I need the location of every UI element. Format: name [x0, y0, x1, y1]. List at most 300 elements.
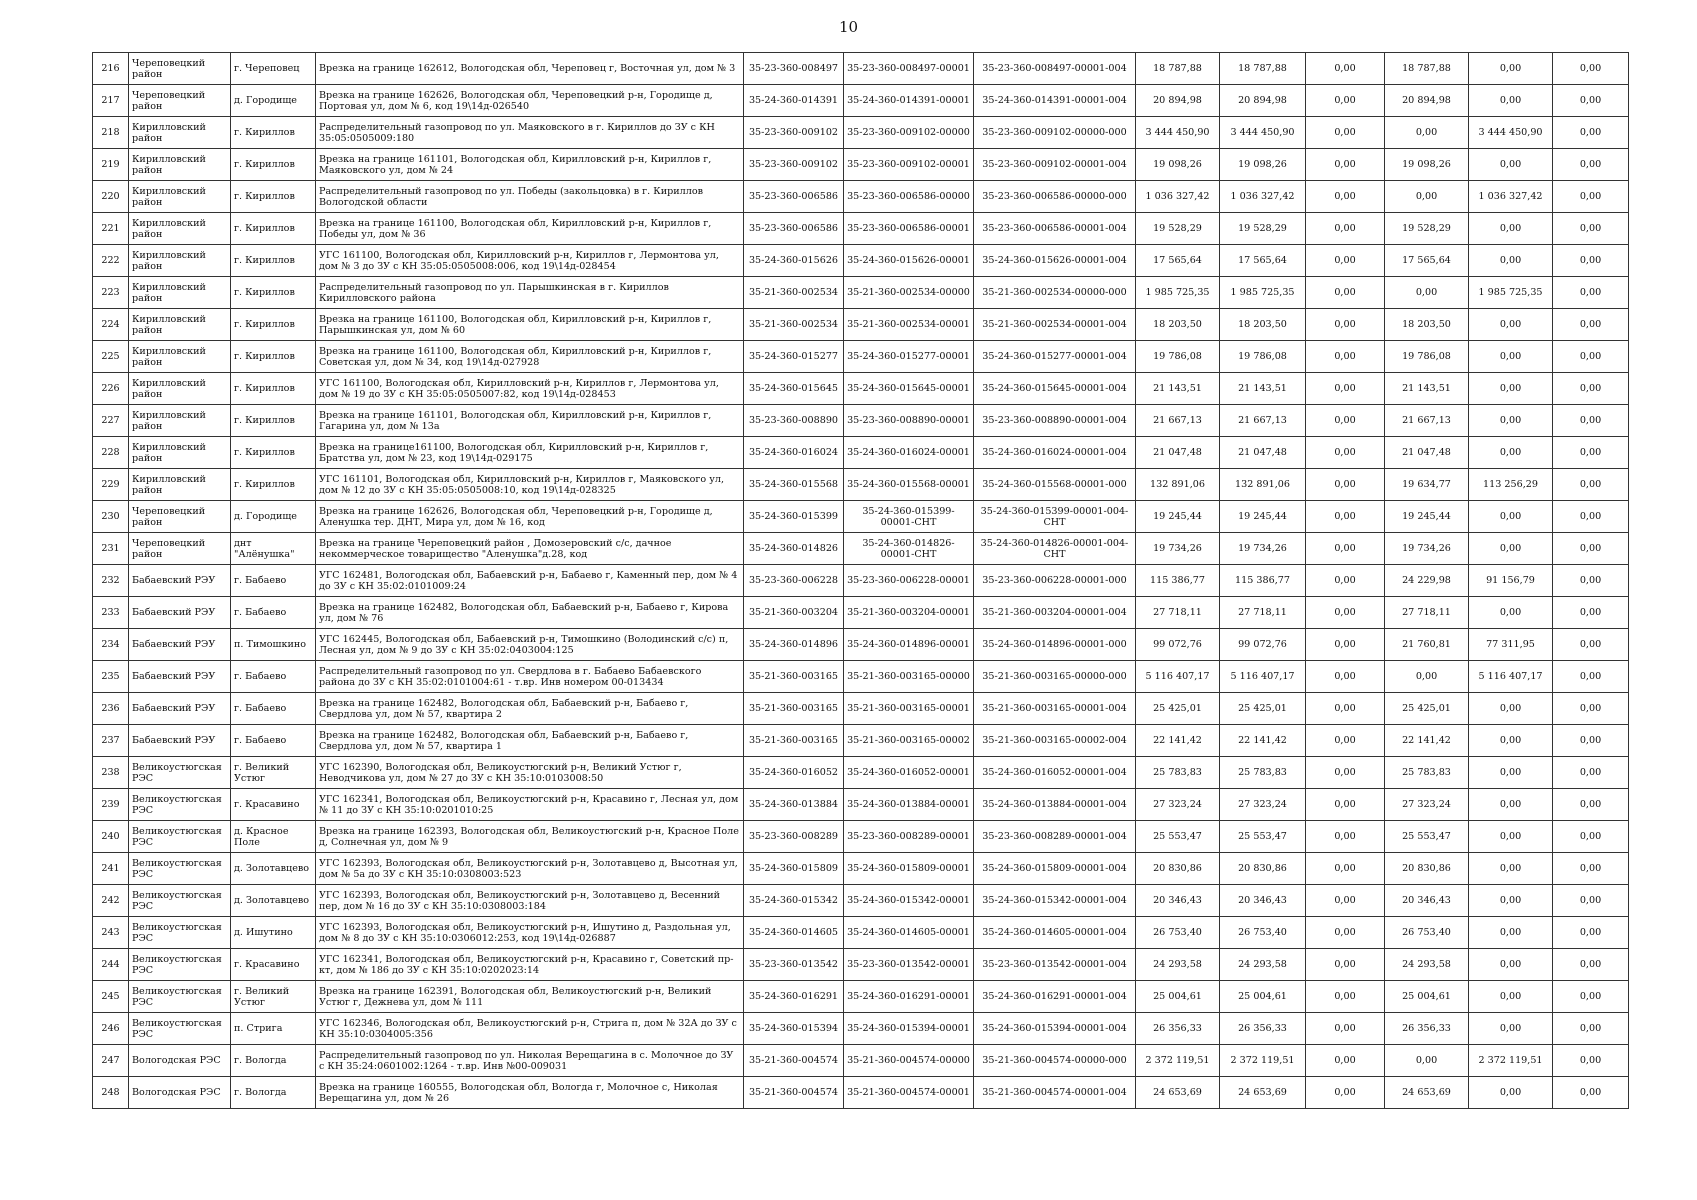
district-cell: Великоустюгская РЭС	[129, 981, 231, 1013]
district-cell: Великоустюгская РЭС	[129, 757, 231, 789]
amount-col-5-cell: 3 444 450,90	[1469, 117, 1553, 149]
object-code-cell: 35-23-360-009102	[744, 149, 844, 181]
amount-col-6-cell: 0,00	[1553, 373, 1629, 405]
district-cell: Кирилловский район	[129, 309, 231, 341]
table-row	[93, 693, 1629, 725]
amount-col-5-cell: 1 985 725,35	[1469, 277, 1553, 309]
amount-col-3-cell: 0,00	[1306, 533, 1385, 565]
amount-col-6-cell: 0,00	[1553, 405, 1629, 437]
object-code-cell: 35-23-360-006586	[744, 213, 844, 245]
amount-col-3-cell: 0,00	[1306, 1045, 1385, 1077]
amount-col-3-cell: 0,00	[1306, 597, 1385, 629]
district-cell: Вологодская РЭС	[129, 1045, 231, 1077]
table-row	[93, 309, 1629, 341]
element-code-cell: 35-24-360-013884-00001-004	[974, 789, 1136, 821]
amount-total-cell: 20 894,98	[1136, 85, 1220, 117]
amount-col-2-cell: 19 734,26	[1220, 533, 1306, 565]
locality-cell: д. Красное Поле	[231, 821, 316, 853]
amount-col-3-cell: 0,00	[1306, 373, 1385, 405]
amount-col-6-cell: 0,00	[1553, 213, 1629, 245]
sub-object-code-cell: 35-24-360-014605-00001	[844, 917, 974, 949]
amount-col-6-cell: 0,00	[1553, 917, 1629, 949]
object-code-cell: 35-24-360-015645	[744, 373, 844, 405]
amount-col-4-cell: 22 141,42	[1385, 725, 1469, 757]
amount-col-6-cell: 0,00	[1553, 693, 1629, 725]
amount-col-2-cell: 1 036 327,42	[1220, 181, 1306, 213]
table-row	[93, 341, 1629, 373]
district-cell: Кирилловский район	[129, 245, 231, 277]
amount-total-cell: 22 141,42	[1136, 725, 1220, 757]
row-number-cell: 230	[93, 501, 129, 533]
table-row	[93, 53, 1629, 85]
element-code-cell: 35-23-360-009102-00001-004	[974, 149, 1136, 181]
amount-col-6-cell: 0,00	[1553, 309, 1629, 341]
amount-total-cell: 25 783,83	[1136, 757, 1220, 789]
sub-object-code-cell: 35-23-360-009102-00000	[844, 117, 974, 149]
table-row	[93, 885, 1629, 917]
amount-total-cell: 132 891,06	[1136, 469, 1220, 501]
element-code-cell: 35-23-360-013542-00001-004	[974, 949, 1136, 981]
amount-col-4-cell: 19 634,77	[1385, 469, 1469, 501]
locality-cell: д. Городище	[231, 85, 316, 117]
district-cell: Бабаевский РЭУ	[129, 661, 231, 693]
object-code-cell: 35-24-360-015394	[744, 1013, 844, 1045]
amount-col-6-cell: 0,00	[1553, 469, 1629, 501]
amount-col-6-cell: 0,00	[1553, 277, 1629, 309]
amount-total-cell: 18 787,88	[1136, 53, 1220, 85]
amount-col-4-cell: 25 553,47	[1385, 821, 1469, 853]
amount-col-4-cell: 26 753,40	[1385, 917, 1469, 949]
object-description-cell: Врезка на границе161100, Вологодская обл, Кирилловский р-н, Кириллов г, Братства ул, дом № 23, код 19\14д-029175	[316, 437, 744, 469]
locality-cell: п. Стрига	[231, 1013, 316, 1045]
object-code-cell: 35-24-360-016291	[744, 981, 844, 1013]
object-description-cell: Врезка на границе 161100, Вологодская обл, Кирилловский р-н, Кириллов г, Советская ул, дом № 34, код 19\14д-027928	[316, 341, 744, 373]
amount-total-cell: 19 098,26	[1136, 149, 1220, 181]
object-code-cell: 35-23-360-006228	[744, 565, 844, 597]
element-code-cell: 35-24-360-015645-00001-004	[974, 373, 1136, 405]
district-cell: Череповецкий район	[129, 501, 231, 533]
amount-col-6-cell: 0,00	[1553, 533, 1629, 565]
object-description-cell: Врезка на границе 161100, Вологодская обл, Кирилловский р-н, Кириллов г, Победы ул, дом № 36	[316, 213, 744, 245]
amount-col-3-cell: 0,00	[1306, 437, 1385, 469]
amount-col-6-cell: 0,00	[1553, 1013, 1629, 1045]
locality-cell: д. Городище	[231, 501, 316, 533]
element-code-cell: 35-21-360-004574-00000-000	[974, 1045, 1136, 1077]
amount-col-2-cell: 132 891,06	[1220, 469, 1306, 501]
locality-cell: г. Бабаево	[231, 565, 316, 597]
row-number-cell: 242	[93, 885, 129, 917]
locality-cell: г. Кириллов	[231, 277, 316, 309]
object-code-cell: 35-24-360-015399	[744, 501, 844, 533]
amount-col-4-cell: 25 783,83	[1385, 757, 1469, 789]
amount-col-4-cell: 27 718,11	[1385, 597, 1469, 629]
sub-object-code-cell: 35-21-360-002534-00000	[844, 277, 974, 309]
amount-col-4-cell: 19 734,26	[1385, 533, 1469, 565]
object-description-cell: Врезка на границе 162391, Вологодская обл, Великоустюгский р-н, Великий Устюг г, Дежнева ул, дом № 111	[316, 981, 744, 1013]
amount-col-2-cell: 26 753,40	[1220, 917, 1306, 949]
row-number-cell: 225	[93, 341, 129, 373]
element-code-cell: 35-23-360-008890-00001-004	[974, 405, 1136, 437]
amount-col-4-cell: 25 004,61	[1385, 981, 1469, 1013]
amount-col-4-cell: 21 667,13	[1385, 405, 1469, 437]
object-description-cell: Врезка на границе 161101, Вологодская обл, Кирилловский р-н, Кириллов г, Гагарина ул, дом № 13а	[316, 405, 744, 437]
locality-cell: г. Череповец	[231, 53, 316, 85]
row-number-cell: 231	[93, 533, 129, 565]
amount-col-4-cell: 0,00	[1385, 181, 1469, 213]
row-number-cell: 219	[93, 149, 129, 181]
amount-col-3-cell: 0,00	[1306, 949, 1385, 981]
object-code-cell: 35-24-360-014826	[744, 533, 844, 565]
amount-col-2-cell: 17 565,64	[1220, 245, 1306, 277]
amount-col-3-cell: 0,00	[1306, 341, 1385, 373]
table-row	[93, 661, 1629, 693]
object-code-cell: 35-24-360-015809	[744, 853, 844, 885]
amount-col-4-cell: 21 760,81	[1385, 629, 1469, 661]
table-row	[93, 757, 1629, 789]
amount-col-6-cell: 0,00	[1553, 661, 1629, 693]
amount-col-3-cell: 0,00	[1306, 213, 1385, 245]
amount-col-4-cell: 24 293,58	[1385, 949, 1469, 981]
locality-cell: г. Бабаево	[231, 597, 316, 629]
amount-col-2-cell: 2 372 119,51	[1220, 1045, 1306, 1077]
amount-col-5-cell: 5 116 407,17	[1469, 661, 1553, 693]
object-code-cell: 35-21-360-002534	[744, 277, 844, 309]
locality-cell: г. Кириллов	[231, 437, 316, 469]
amount-col-5-cell: 0,00	[1469, 85, 1553, 117]
object-description-cell: Врезка на границе 162482, Вологодская обл, Бабаевский р-н, Бабаево г, Кирова ул, дом № 76	[316, 597, 744, 629]
district-cell: Великоустюгская РЭС	[129, 949, 231, 981]
sub-object-code-cell: 35-24-360-015645-00001	[844, 373, 974, 405]
object-description-cell: Врезка на границе 160555, Вологодская обл, Вологда г, Молочное с, Николая Верещагина ул, дом № 26	[316, 1077, 744, 1109]
table-row	[93, 437, 1629, 469]
locality-cell: г. Великий Устюг	[231, 981, 316, 1013]
amount-col-6-cell: 0,00	[1553, 565, 1629, 597]
table-row	[93, 533, 1629, 565]
element-code-cell: 35-24-360-015626-00001-004	[974, 245, 1136, 277]
amount-col-2-cell: 20 830,86	[1220, 853, 1306, 885]
sub-object-code-cell: 35-23-360-009102-00001	[844, 149, 974, 181]
district-cell: Кирилловский район	[129, 437, 231, 469]
amount-col-2-cell: 19 098,26	[1220, 149, 1306, 181]
amount-col-4-cell: 21 047,48	[1385, 437, 1469, 469]
table-row	[93, 469, 1629, 501]
sub-object-code-cell: 35-24-360-015277-00001	[844, 341, 974, 373]
element-code-cell: 35-21-360-003165-00001-004	[974, 693, 1136, 725]
amount-col-6-cell: 0,00	[1553, 789, 1629, 821]
amount-col-3-cell: 0,00	[1306, 149, 1385, 181]
amount-col-6-cell: 0,00	[1553, 1045, 1629, 1077]
object-description-cell: Врезка на границе Череповецкий район , Домозеровский с/с, дачное некоммерческое товарищество "Аленушка"д.28, код	[316, 533, 744, 565]
amount-total-cell: 1 985 725,35	[1136, 277, 1220, 309]
amount-col-4-cell: 0,00	[1385, 1045, 1469, 1077]
amount-col-3-cell: 0,00	[1306, 117, 1385, 149]
amount-col-2-cell: 25 004,61	[1220, 981, 1306, 1013]
amount-col-6-cell: 0,00	[1553, 149, 1629, 181]
sub-object-code-cell: 35-24-360-014826-00001-СНТ	[844, 533, 974, 565]
amount-col-2-cell: 22 141,42	[1220, 725, 1306, 757]
amount-total-cell: 115 386,77	[1136, 565, 1220, 597]
district-cell: Великоустюгская РЭС	[129, 821, 231, 853]
sub-object-code-cell: 35-24-360-016052-00001	[844, 757, 974, 789]
sub-object-code-cell: 35-23-360-008497-00001	[844, 53, 974, 85]
amount-col-3-cell: 0,00	[1306, 917, 1385, 949]
amount-col-5-cell: 0,00	[1469, 789, 1553, 821]
locality-cell: г. Кириллов	[231, 117, 316, 149]
table-row	[93, 981, 1629, 1013]
table-row	[93, 117, 1629, 149]
amount-total-cell: 17 565,64	[1136, 245, 1220, 277]
amount-col-6-cell: 0,00	[1553, 597, 1629, 629]
district-cell: Великоустюгская РЭС	[129, 1013, 231, 1045]
amount-total-cell: 2 372 119,51	[1136, 1045, 1220, 1077]
amount-total-cell: 26 753,40	[1136, 917, 1220, 949]
amount-col-2-cell: 24 293,58	[1220, 949, 1306, 981]
amount-col-3-cell: 0,00	[1306, 53, 1385, 85]
locality-cell: г. Вологда	[231, 1077, 316, 1109]
amount-col-2-cell: 25 553,47	[1220, 821, 1306, 853]
amount-col-6-cell: 0,00	[1553, 629, 1629, 661]
locality-cell: г. Кириллов	[231, 245, 316, 277]
sub-object-code-cell: 35-23-360-006586-00001	[844, 213, 974, 245]
amount-col-5-cell: 0,00	[1469, 149, 1553, 181]
district-cell: Кирилловский район	[129, 181, 231, 213]
amount-total-cell: 20 346,43	[1136, 885, 1220, 917]
amount-col-6-cell: 0,00	[1553, 341, 1629, 373]
amount-total-cell: 25 004,61	[1136, 981, 1220, 1013]
locality-cell: г. Кириллов	[231, 213, 316, 245]
district-cell: Великоустюгская РЭС	[129, 885, 231, 917]
row-number-cell: 241	[93, 853, 129, 885]
amount-col-5-cell: 0,00	[1469, 949, 1553, 981]
amount-col-6-cell: 0,00	[1553, 437, 1629, 469]
object-description-cell: Врезка на границе 162482, Вологодская обл, Бабаевский р-н, Бабаево г, Свердлова ул, дом № 57, квартира 1	[316, 725, 744, 757]
amount-col-5-cell: 0,00	[1469, 885, 1553, 917]
amount-col-5-cell: 0,00	[1469, 341, 1553, 373]
element-code-cell: 35-21-360-003204-00001-004	[974, 597, 1136, 629]
object-description-cell: УГС 161101, Вологодская обл, Кирилловский р-н, Кириллов г, Маяковского ул, дом № 12 до ЗУ с КН 35:05:0505008:10, код 19\14д-028325	[316, 469, 744, 501]
row-number-cell: 238	[93, 757, 129, 789]
amount-col-2-cell: 19 245,44	[1220, 501, 1306, 533]
sub-object-code-cell: 35-24-360-015568-00001	[844, 469, 974, 501]
amount-col-6-cell: 0,00	[1553, 53, 1629, 85]
sub-object-code-cell: 35-23-360-008890-00001	[844, 405, 974, 437]
amount-col-3-cell: 0,00	[1306, 693, 1385, 725]
element-code-cell: 35-21-360-002534-00001-004	[974, 309, 1136, 341]
amount-col-2-cell: 20 346,43	[1220, 885, 1306, 917]
amount-col-6-cell: 0,00	[1553, 117, 1629, 149]
table-row	[93, 821, 1629, 853]
amount-col-4-cell: 0,00	[1385, 277, 1469, 309]
amount-col-2-cell: 25 425,01	[1220, 693, 1306, 725]
object-description-cell: УГС 162481, Вологодская обл, Бабаевский р-н, Бабаево г, Каменный пер, дом № 4 до ЗУ с КН 35:02:0101009:24	[316, 565, 744, 597]
amount-col-3-cell: 0,00	[1306, 1077, 1385, 1109]
amount-total-cell: 1 036 327,42	[1136, 181, 1220, 213]
object-description-cell: Врезка на границе 162393, Вологодская обл, Великоустюгский р-н, Красное Поле д, Солнечная ул, дом № 9	[316, 821, 744, 853]
amount-col-3-cell: 0,00	[1306, 1013, 1385, 1045]
row-number-cell: 245	[93, 981, 129, 1013]
element-code-cell: 35-24-360-016024-00001-004	[974, 437, 1136, 469]
amount-col-5-cell: 0,00	[1469, 501, 1553, 533]
amount-total-cell: 18 203,50	[1136, 309, 1220, 341]
amount-col-2-cell: 5 116 407,17	[1220, 661, 1306, 693]
object-code-cell: 35-21-360-002534	[744, 309, 844, 341]
amount-col-4-cell: 21 143,51	[1385, 373, 1469, 405]
register-body	[93, 53, 1629, 1109]
amount-total-cell: 19 734,26	[1136, 533, 1220, 565]
object-code-cell: 35-21-360-004574	[744, 1045, 844, 1077]
amount-col-2-cell: 27 323,24	[1220, 789, 1306, 821]
amount-total-cell: 21 667,13	[1136, 405, 1220, 437]
element-code-cell: 35-23-360-008497-00001-004	[974, 53, 1136, 85]
amount-total-cell: 27 718,11	[1136, 597, 1220, 629]
sub-object-code-cell: 35-21-360-003165-00002	[844, 725, 974, 757]
element-code-cell: 35-24-360-015342-00001-004	[974, 885, 1136, 917]
object-code-cell: 35-24-360-015277	[744, 341, 844, 373]
amount-col-6-cell: 0,00	[1553, 85, 1629, 117]
row-number-cell: 223	[93, 277, 129, 309]
amount-col-2-cell: 115 386,77	[1220, 565, 1306, 597]
row-number-cell: 221	[93, 213, 129, 245]
locality-cell: г. Великий Устюг	[231, 757, 316, 789]
element-code-cell: 35-24-360-015568-00001-000	[974, 469, 1136, 501]
table-row	[93, 149, 1629, 181]
sub-object-code-cell: 35-24-360-013884-00001	[844, 789, 974, 821]
amount-col-5-cell: 0,00	[1469, 437, 1553, 469]
amount-col-6-cell: 0,00	[1553, 981, 1629, 1013]
row-number-cell: 220	[93, 181, 129, 213]
amount-total-cell: 21 143,51	[1136, 373, 1220, 405]
amount-col-6-cell: 0,00	[1553, 501, 1629, 533]
amount-col-5-cell: 0,00	[1469, 533, 1553, 565]
register-table	[92, 52, 1629, 1109]
element-code-cell: 35-21-360-004574-00001-004	[974, 1077, 1136, 1109]
amount-total-cell: 3 444 450,90	[1136, 117, 1220, 149]
amount-col-5-cell: 0,00	[1469, 245, 1553, 277]
sub-object-code-cell: 35-24-360-014391-00001	[844, 85, 974, 117]
object-description-cell: Врезка на границе 162626, Вологодская обл, Череповецкий р-н, Городище д, Аленушка тер. ДНТ, Мира ул, дом № 16, код	[316, 501, 744, 533]
amount-col-4-cell: 18 787,88	[1385, 53, 1469, 85]
amount-col-3-cell: 0,00	[1306, 821, 1385, 853]
amount-col-5-cell: 0,00	[1469, 853, 1553, 885]
element-code-cell: 35-23-360-006228-00001-000	[974, 565, 1136, 597]
amount-col-4-cell: 20 894,98	[1385, 85, 1469, 117]
table-row	[93, 277, 1629, 309]
locality-cell: г. Бабаево	[231, 661, 316, 693]
locality-cell: г. Кириллов	[231, 149, 316, 181]
district-cell: Бабаевский РЭУ	[129, 597, 231, 629]
amount-col-4-cell: 19 098,26	[1385, 149, 1469, 181]
element-code-cell: 35-24-360-015277-00001-004	[974, 341, 1136, 373]
sub-object-code-cell: 35-21-360-003204-00001	[844, 597, 974, 629]
amount-col-5-cell: 0,00	[1469, 309, 1553, 341]
row-number-cell: 239	[93, 789, 129, 821]
amount-col-2-cell: 24 653,69	[1220, 1077, 1306, 1109]
amount-col-5-cell: 0,00	[1469, 917, 1553, 949]
amount-col-3-cell: 0,00	[1306, 885, 1385, 917]
row-number-cell: 233	[93, 597, 129, 629]
row-number-cell: 244	[93, 949, 129, 981]
sub-object-code-cell: 35-24-360-016024-00001	[844, 437, 974, 469]
object-description-cell: Распределительный газопровод по ул. Маяковского в г. Кириллов до ЗУ с КН 35:05:0505009:180	[316, 117, 744, 149]
amount-col-5-cell: 0,00	[1469, 405, 1553, 437]
object-description-cell: УГС 162393, Вологодская обл, Великоустюгский р-н, Ишутино д, Раздольная ул, дом № 8 до ЗУ с КН 35:10:0306012:253, код 19\14д-026887	[316, 917, 744, 949]
district-cell: Бабаевский РЭУ	[129, 629, 231, 661]
object-description-cell: Распределительный газопровод по ул. Свердлова в г. Бабаево Бабаевского района до ЗУ с КН 35:02:0101004:61 - т.вр. Инв номером 00-013434	[316, 661, 744, 693]
object-description-cell: Врезка на границе 162626, Вологодская обл, Череповецкий р-н, Городище д, Портовая ул, дом № 6, код 19\14д-026540	[316, 85, 744, 117]
table-row	[93, 597, 1629, 629]
object-code-cell: 35-21-360-003165	[744, 661, 844, 693]
table-row	[93, 853, 1629, 885]
row-number-cell: 232	[93, 565, 129, 597]
object-description-cell: УГС 162445, Вологодская обл, Бабаевский р-н, Тимошкино (Володинский с/с) п, Лесная ул, дом № 9 до ЗУ с КН 35:02:0403004:125	[316, 629, 744, 661]
object-code-cell: 35-23-360-008289	[744, 821, 844, 853]
object-code-cell: 35-21-360-003165	[744, 693, 844, 725]
district-cell: Великоустюгская РЭС	[129, 789, 231, 821]
amount-col-4-cell: 24 653,69	[1385, 1077, 1469, 1109]
amount-col-5-cell: 91 156,79	[1469, 565, 1553, 597]
sub-object-code-cell: 35-24-360-015626-00001	[844, 245, 974, 277]
amount-col-3-cell: 0,00	[1306, 725, 1385, 757]
object-description-cell: Врезка на границе 161101, Вологодская обл, Кирилловский р-н, Кириллов г, Маяковского ул, дом № 24	[316, 149, 744, 181]
amount-total-cell: 25 425,01	[1136, 693, 1220, 725]
object-code-cell: 35-21-360-003165	[744, 725, 844, 757]
district-cell: Бабаевский РЭУ	[129, 725, 231, 757]
amount-col-3-cell: 0,00	[1306, 469, 1385, 501]
amount-col-5-cell: 0,00	[1469, 821, 1553, 853]
object-description-cell: УГС 161100, Вологодская обл, Кирилловский р-н, Кириллов г, Лермонтова ул, дом № 19 до ЗУ с КН 35:05:0505007:82, код 19\14д-028453	[316, 373, 744, 405]
sub-object-code-cell: 35-21-360-003165-00000	[844, 661, 974, 693]
amount-col-5-cell: 0,00	[1469, 53, 1553, 85]
district-cell: Кирилловский район	[129, 277, 231, 309]
amount-col-5-cell: 0,00	[1469, 1013, 1553, 1045]
amount-total-cell: 19 245,44	[1136, 501, 1220, 533]
amount-col-2-cell: 19 786,08	[1220, 341, 1306, 373]
amount-col-4-cell: 27 323,24	[1385, 789, 1469, 821]
amount-col-4-cell: 0,00	[1385, 117, 1469, 149]
amount-col-2-cell: 3 444 450,90	[1220, 117, 1306, 149]
sub-object-code-cell: 35-24-360-015342-00001	[844, 885, 974, 917]
object-code-cell: 35-23-360-009102	[744, 117, 844, 149]
row-number-cell: 246	[93, 1013, 129, 1045]
amount-col-5-cell: 0,00	[1469, 693, 1553, 725]
amount-total-cell: 25 553,47	[1136, 821, 1220, 853]
district-cell: Вологодская РЭС	[129, 1077, 231, 1109]
table-row	[93, 565, 1629, 597]
district-cell: Кирилловский район	[129, 341, 231, 373]
amount-col-3-cell: 0,00	[1306, 757, 1385, 789]
sub-object-code-cell: 35-23-360-008289-00001	[844, 821, 974, 853]
table-row	[93, 373, 1629, 405]
row-number-cell: 217	[93, 85, 129, 117]
object-description-cell: УГС 162341, Вологодская обл, Великоустюгский р-н, Красавино г, Советский пр-кт, дом № 186 до ЗУ с КН 35:10:0202023:14	[316, 949, 744, 981]
table-row	[93, 501, 1629, 533]
amount-total-cell: 24 293,58	[1136, 949, 1220, 981]
locality-cell: г. Бабаево	[231, 725, 316, 757]
row-number-cell: 237	[93, 725, 129, 757]
element-code-cell: 35-23-360-006586-00000-000	[974, 181, 1136, 213]
amount-total-cell: 19 786,08	[1136, 341, 1220, 373]
amount-col-2-cell: 18 787,88	[1220, 53, 1306, 85]
table-row	[93, 85, 1629, 117]
sub-object-code-cell: 35-21-360-002534-00001	[844, 309, 974, 341]
amount-col-4-cell: 0,00	[1385, 661, 1469, 693]
amount-col-4-cell: 17 565,64	[1385, 245, 1469, 277]
sub-object-code-cell: 35-23-360-006586-00000	[844, 181, 974, 213]
locality-cell: г. Красавино	[231, 789, 316, 821]
object-code-cell: 35-23-360-008497	[744, 53, 844, 85]
amount-col-4-cell: 19 245,44	[1385, 501, 1469, 533]
row-number-cell: 247	[93, 1045, 129, 1077]
